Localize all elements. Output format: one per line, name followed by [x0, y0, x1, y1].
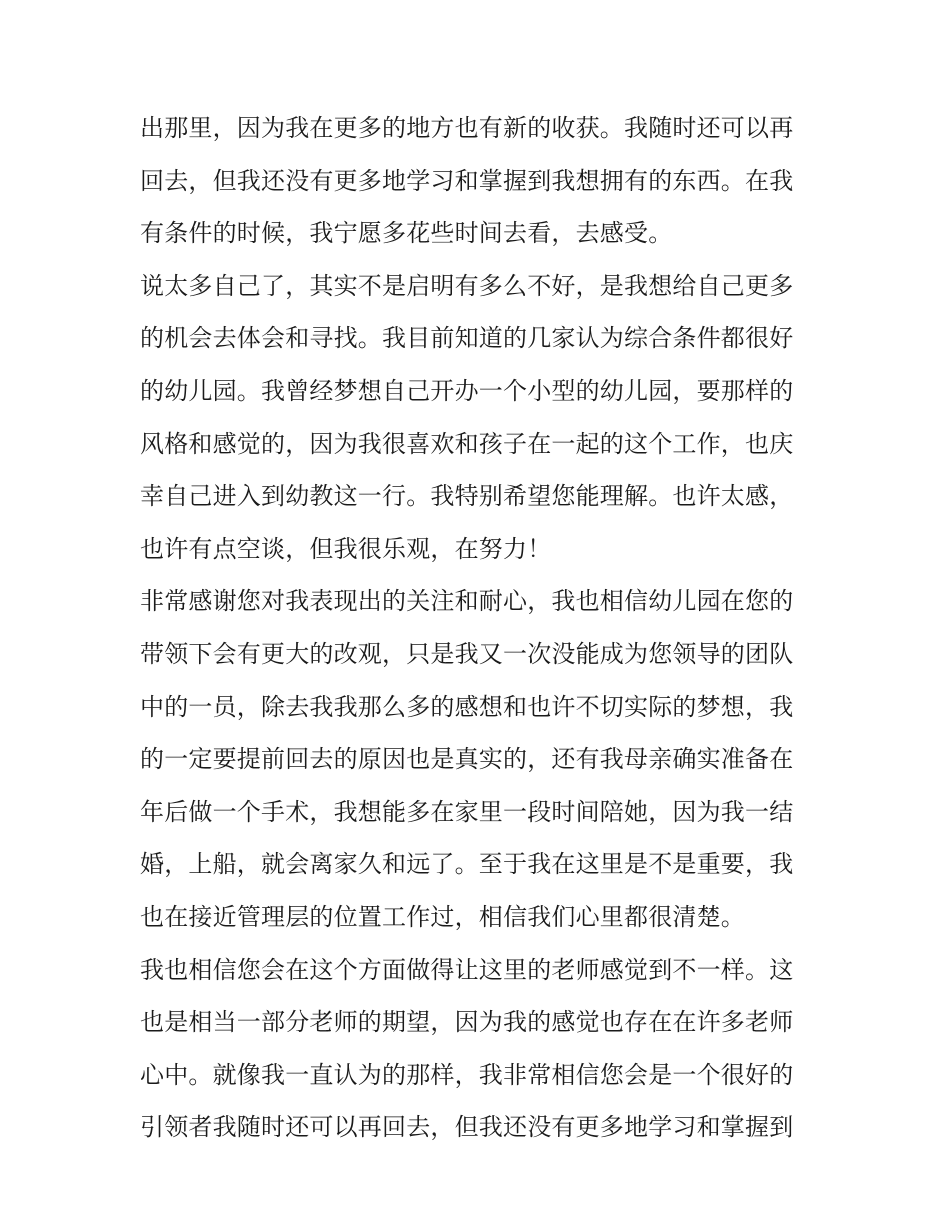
text-line: 年后做一个手术，我想能多在家里一段时间陪她，因为我一结: [140, 797, 794, 826]
text-line: 也是相当一部分老师的期望，因为我的感觉也存在在许多老师: [140, 1008, 794, 1037]
text-line: 回去，但我还没有更多地学习和掌握到我想拥有的东西。在我: [140, 166, 794, 195]
text-line: 出那里，因为我在更多的地方也有新的收获。我随时还可以再: [140, 114, 794, 142]
text-line: 说太多自己了，其实不是启明有多么不好，是我想给自己更多: [140, 271, 794, 300]
text-line: 幸自己进入到幼教这一行。我特别希望您能理解。也许太感，: [140, 482, 794, 511]
text-line: 婚，上船，就会离家久和远了。至于我在这里是不是重要，我: [140, 850, 794, 879]
text-line: 的一定要提前回去的原因也是真实的，还有我母亲确实准备在: [140, 745, 794, 774]
text-line: 非常感谢您对我表现出的关注和耐心，我也相信幼儿园在您的: [140, 587, 794, 616]
text-line: 风格和感觉的，因为我很喜欢和孩子在一起的这个工作，也庆: [140, 429, 794, 458]
text-line: 的幼儿园。我曾经梦想自己开办一个小型的幼儿园，要那样的: [140, 376, 794, 405]
text-line: 的机会去体会和寻找。我目前知道的几家认为综合条件都很好: [140, 324, 794, 353]
text-line: 也在接近管理层的位置工作过，相信我们心里都很清楚。: [140, 902, 745, 931]
text-line: 心中。就像我一直认为的那样，我非常相信您会是一个很好的: [140, 1060, 794, 1089]
text-line: 我也相信您会在这个方面做得让这里的老师感觉到不一样。这: [140, 955, 794, 984]
text-line: 引领者我随时还可以再回去，但我还没有更多地学习和掌握到: [140, 1113, 794, 1142]
text-line: 也许有点空谈，但我很乐观，在努力！: [140, 534, 552, 563]
document-body: [140, 102, 820, 1154]
text-line: 带领下会有更大的改观，只是我又一次没能成为您领导的团队: [140, 639, 794, 668]
text-line: 有条件的时候，我宁愿多花些时间去看，去感受。: [140, 219, 673, 248]
text-line: 中的一员，除去我我那么多的感想和也许不切实际的梦想，我: [140, 692, 794, 721]
